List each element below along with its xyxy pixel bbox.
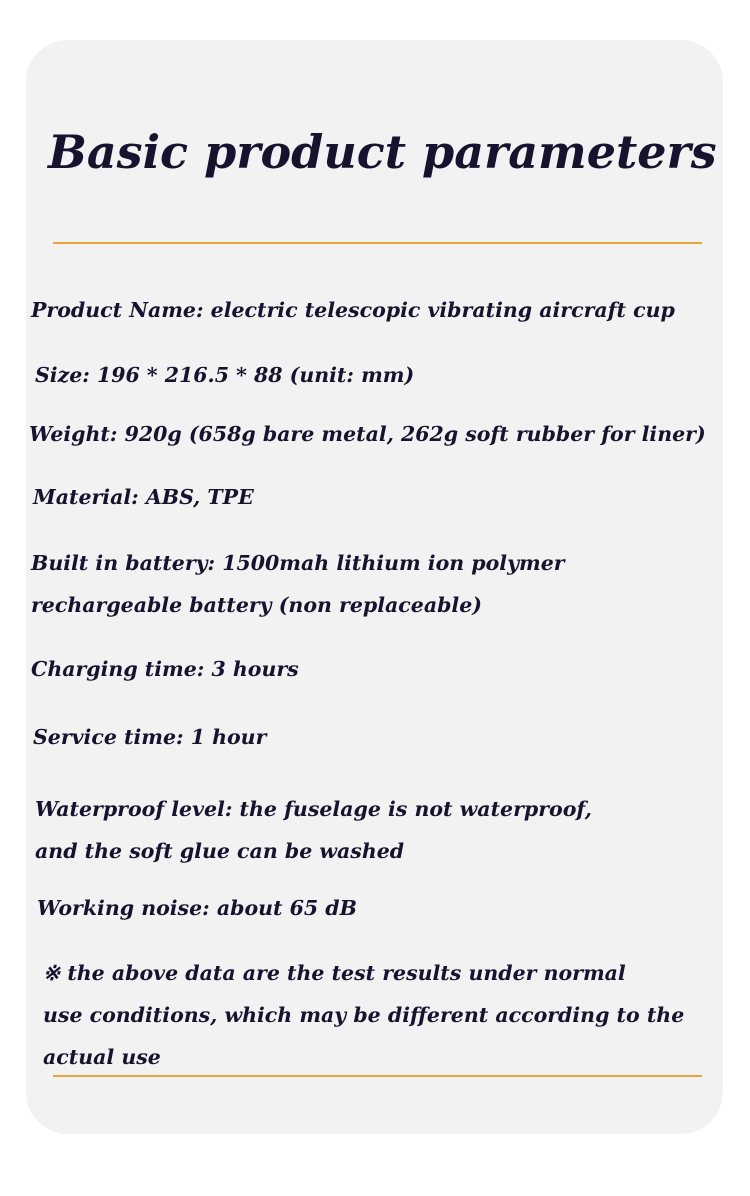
page-title: Basic product parameters: [48, 125, 717, 179]
bottom-divider: [53, 1075, 702, 1077]
title-divider: [53, 242, 702, 244]
note-line3: actual use: [43, 1045, 161, 1069]
param-waterproof-line2: and the soft glue can be washed: [35, 839, 405, 863]
param-product-name: Product Name: electric telescopic vibrating aircraft cup: [31, 298, 675, 322]
param-battery-line2: rechargeable battery (non replaceable): [31, 593, 482, 617]
param-weight: Weight: 920g (658g bare metal, 262g soft rubber for liner): [29, 422, 706, 446]
note-line1: ※ the above data are the test results under normal: [43, 961, 626, 985]
param-material: Material: ABS, TPE: [33, 485, 254, 509]
param-working-noise: Working noise: about 65 dB: [37, 896, 357, 920]
param-battery-line1: Built in battery: 1500mah lithium ion polymer: [31, 551, 565, 575]
note-line2: use conditions, which may be different according to the: [43, 1003, 685, 1027]
param-size: Size: 196 * 216.5 * 88 (unit: mm): [35, 363, 415, 387]
param-charging-time: Charging time: 3 hours: [31, 657, 299, 681]
param-waterproof-line1: Waterproof level: the fuselage is not waterproof,: [35, 797, 592, 821]
param-service-time: Service time: 1 hour: [33, 725, 267, 749]
